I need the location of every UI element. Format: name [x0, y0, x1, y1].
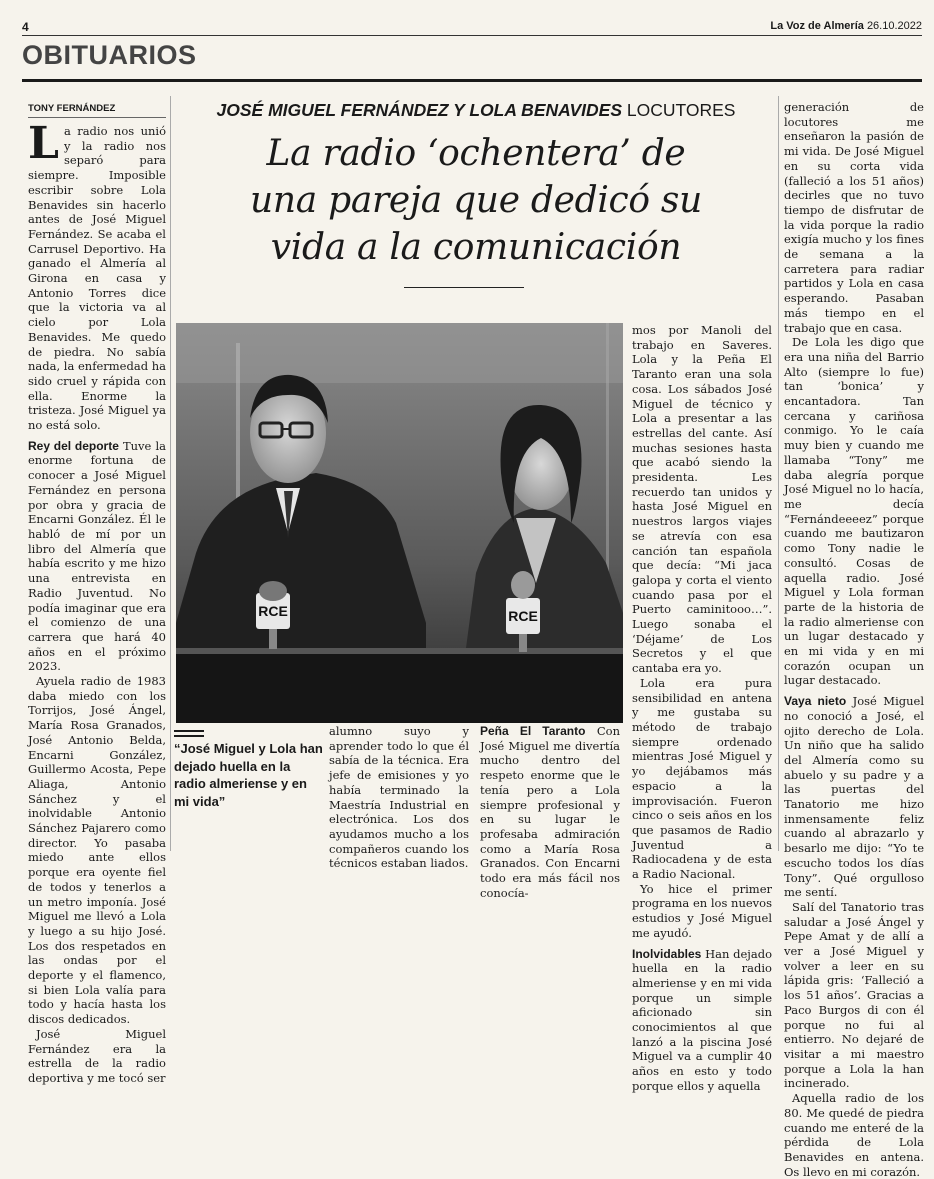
lead-paragraph [28, 118, 166, 433]
masthead [770, 20, 922, 32]
column-2 [329, 724, 469, 871]
photo-illustration [176, 323, 623, 723]
subhead-inolvidables: Inolvidables [632, 946, 702, 961]
column-4 [632, 323, 772, 1094]
paragraph: Aquella radio de los 80. Me quedé de piedra cuando me enteré de la pérdida de Lola Benavides en antena. Os llevo en mi corazón. [784, 1091, 924, 1179]
lead-text: a radio nos unió y la radio nos separó para siempre. Imposible escribir sobre Lola Benavides sin hacerlo antes de José Miguel Fernández. Se acaba el Carrusel Deportivo. Ha ganado el Almería al Girona en casa y Antonio Torres dice que la victoria va al cielo por Lola Benavides. Me quedo de piedra. No sabía nada, la enfermedad ha sido cruel y rápida con ella. Enorme la tristeza. José Miguel ya no está solo. [28, 124, 166, 433]
paragraph: De Lola les digo que era una niña del Barrio Alto (siempre lo fue) tan ‘bonica’ y encantadora. Tan cercana y cariñosa conmigo. Yo le caía muy bien y cuando me llamaba “Tony” me daba alegría porque José Miguel no lo hacía, me decía “Fernándeeeez” porque cuando me bautizaron como Tony nadie le consultó. Cosas de aquella radio. José Miguel y Lola forman parte de la historia de la radio almeriense con un lugar destacado y en mi vida y en mi corazón ocupan un lugar destacado. [784, 335, 924, 688]
headline-line: vida a la comunicación [270, 227, 682, 268]
quote-rule [174, 730, 204, 732]
header-rule [22, 35, 922, 36]
paragraph: Ayuela radio de 1983 daba miedo con los Torrijos, José Ángel, María Rosa Granados, José Antonio Belda, Encarni González, Guillermo Acosta, Pepe Aliaga, Antonio Sánchez y el inolvidable Antonio Sánchez Pajarero como director. Yo pasaba miedo ante ellos porque era oyente fiel de todos y tenerlos a un metro imponía. José Miguel me llevó a Lola y luego a su hijo José. Los dos respetados en las ondas por el deporte y el flamenco, si bien Lola valía para todo y hacía hasta los discos dedicados. [28, 674, 166, 1027]
subhead-vaya-nieto: Vaya nieto [784, 694, 847, 709]
issue-date: 26.10.2022 [866, 20, 922, 32]
paragraph: José Miguel Fernández era la estrella de la radio deportiva y me tocó ser [28, 1026, 166, 1085]
page-number: 4 [22, 20, 29, 34]
mic-label: RCE [508, 608, 538, 624]
paragraph-text: Tuve la enorme fortuna de conocer a José Miguel Fernández en persona por obra y gracia de Encarni González. Él le habló de mí por un libro del Almería que había escrito y me hizo una entrevista en Radio Juventud. No podía imaginar que era el comienzo de una carrera que hará 40 años en el próximo 2023. [28, 438, 166, 674]
paragraph: Yo hice el primer programa en los nuevos estudios y José Miguel me ayudó. [632, 881, 772, 940]
paragraph: alumno suyo y aprender todo lo que él sabía de la técnica. Era jefe de emisiones y yo había terminado la Maestría Industrial en electrónica. Los dos ayudamos mucho a los compañeros cuando los técnicos estaban liados. [329, 724, 469, 871]
byline: TONY FERNÁNDEZ [28, 103, 116, 114]
paragraph [480, 724, 620, 900]
paragraph: Lola era pura sensibilidad en antena y me gustaba su método de trabajo siempre ordenado mientras José Miguel y yo dejábamos más espacio a la improvisación. Fueron cinco o seis años en los que pasamos de Radio Juventud a Radiocadena y de esta a Radio Nacional. [632, 675, 772, 882]
quote-rule [174, 735, 204, 737]
subhead-rey-del-deporte: Rey del deporte [28, 438, 119, 453]
drop-cap: L [28, 118, 59, 169]
paragraph-text: Con José Miguel me divertía mucho dentro del respeto enorme que le tenía pero a Lola siempre profesional y en su lugar le profesaba admiración como a María Rosa Granados. Con Encarni todo era más fácil nos conocía- [480, 724, 620, 900]
subhead-pena-el-taranto: Peña El Taranto [480, 724, 586, 738]
page-header [22, 20, 922, 36]
masthead-name: La Voz de Almería [770, 20, 864, 32]
headline-line: La radio ‘ochentera’ de [266, 133, 686, 174]
kicker [176, 100, 776, 121]
article-photo [176, 323, 623, 723]
headline-line: una pareja que dedicó su [250, 180, 702, 221]
paragraph [784, 694, 924, 900]
headline-rule [404, 287, 524, 288]
section-rule [22, 79, 922, 82]
headline [176, 130, 776, 271]
column-1 [28, 118, 166, 1086]
paragraph: mos por Manoli del trabajo en Saveres. Lola y la Peña El Taranto eran una sola cosa. Los sábados José Miguel de técnico y Lola a presentar a las estrellas del cante. Así muchas sesiones hasta que acabó siendo la presidenta. Les recuerdo tan unidos y hasta José Miguel en nuestros largos viajes se atrevía con esa canción tan española que decía: “Mi jaca galopa y corta el viento cuando pasa por el Puerto caminitooo…”. Luego sonaba el ‘Déjame’ de Los Secretos y el que cantaba era yo. [632, 323, 772, 676]
paragraph: Salí del Tanatorio tras saludar a José Ángel y Pepe Amat y de allí a ver a José Miguel y volver a leer en su lápida gris: ‘Falleció a los 51 años’. Gracias a Paco Burgos di con él porque no fui al entierro. No dejaré de visitar a mi maestro porque a Lola la han incinerado. [784, 899, 924, 1091]
paragraph: generación de locutores me enseñaron la pasión de mi vida. De José Miguel en su corta vida (falleció a los 51 años) decirles que no tuvo tiempo de disfrutar de la vida porque la radio exigía mucho y los fines de semana a la carretera para radiar partidos y Lola en casa esperando. Pasaban más tiempo en el trabajo que en casa. [784, 100, 924, 335]
column-5 [784, 100, 924, 1179]
paragraph [632, 947, 772, 1094]
column-divider [778, 96, 779, 851]
pull-quote: “José Miguel y Lola han dejado huella en la radio almeriense y en mi vida” [174, 741, 323, 809]
kicker-role: LOCUTORES [626, 100, 736, 120]
paragraph-text: José Miguel no conoció a José, el ojito derecho de Lola. Un niño que ha salido del Almería como su abuelo y su padre y a las puertas del Tanatorio me hizo inmensamente feliz cuando al abrazarlo y besarlo me dijo: “Yo te escucho todos los días Tony”. Qué orgulloso me sentí. [784, 694, 924, 900]
section-title: OBITUARIOS [22, 40, 197, 70]
kicker-names: JOSÉ MIGUEL FERNÁNDEZ Y LOLA BENAVIDES [216, 100, 622, 120]
paragraph-text: Han dejado huella en la radio almeriense y en mi vida porque un simple aficionado sin conocimientos al que lanzó a la piscina José Miguel va a cumplir 40 años en esto y todo porque ellos y aquella [632, 946, 772, 1093]
paragraph [28, 439, 166, 674]
column-divider [170, 96, 171, 851]
mic-label: RCE [258, 603, 288, 619]
column-3 [480, 724, 620, 900]
